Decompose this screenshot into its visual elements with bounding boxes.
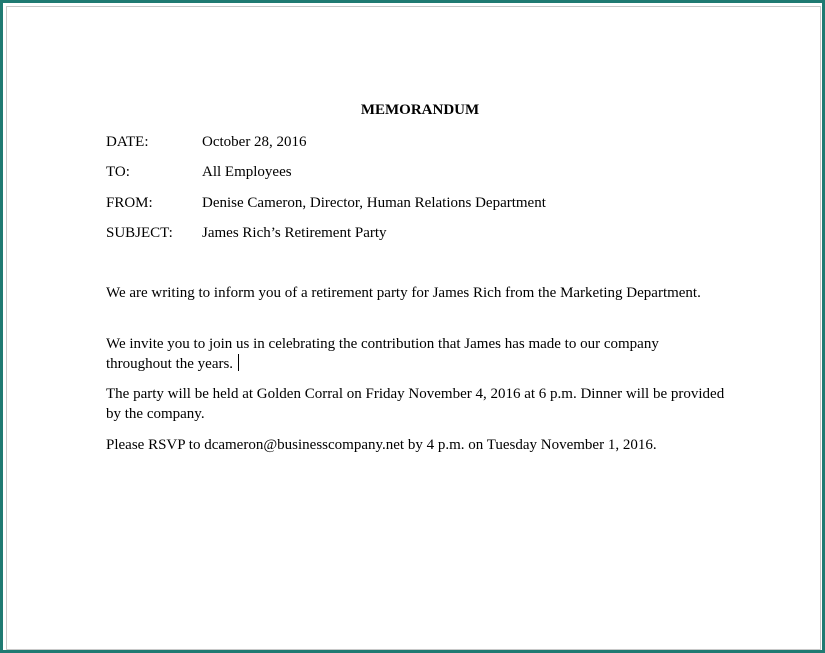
document-page (6, 6, 821, 650)
date-value: October 28, 2016 (202, 134, 307, 150)
paragraph-intro (106, 283, 726, 303)
paragraph-details-text: The party will be held at Golden Corral on Friday November 4, 2016 at 6 p.m. Dinner will be provided by the company. (106, 386, 725, 422)
to-label: TO: (106, 164, 130, 180)
from-value: Denise Cameron, Director, Human Relations Department (202, 195, 546, 211)
text-cursor (238, 354, 239, 371)
paragraph-intro-text: We are writing to inform you of a retirement party for James Rich from the Marketing Department. (106, 285, 701, 301)
memo-title: MEMORANDUM (360, 102, 480, 118)
date-label: DATE: (106, 134, 149, 150)
paragraph-invite-text: We invite you to join us in celebrating the contribution that James has made to our company throughout the years. (106, 336, 659, 372)
paragraph-invite (106, 334, 726, 374)
from-label: FROM: (106, 195, 153, 211)
subject-label: SUBJECT: (106, 225, 173, 241)
memo-body[interactable] (7, 7, 822, 651)
paragraph-details (106, 384, 726, 424)
to-value: All Employees (202, 164, 292, 180)
paragraph-rsvp (106, 435, 726, 455)
paragraph-rsvp-text: Please RSVP to dcameron@businesscompany.net by 4 p.m. on Tuesday November 1, 2016. (106, 437, 657, 453)
subject-value: James Rich’s Retirement Party (202, 225, 387, 241)
